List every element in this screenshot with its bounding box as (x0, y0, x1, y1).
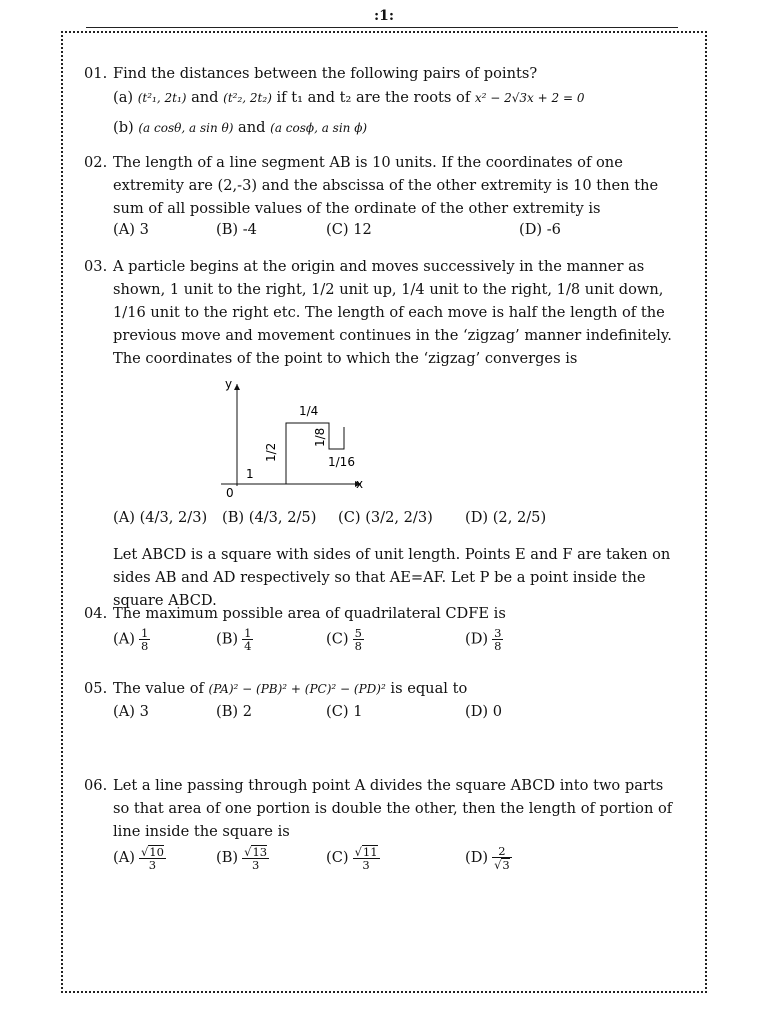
q05-options (113, 703, 673, 733)
option-b[interactable] (216, 627, 253, 652)
numerator: √11 (354, 845, 378, 859)
radicand: 3 (502, 858, 510, 872)
denominator: 8 (140, 639, 149, 653)
page-number: :1: (373, 8, 395, 24)
q06-options (113, 845, 673, 883)
denominator: 8 (354, 639, 362, 653)
numerator: 1 (140, 626, 149, 640)
denominator: 8 (494, 639, 502, 653)
point-b2: (a cosϕ, a sin ϕ) (270, 121, 368, 135)
y-label: y (225, 377, 233, 391)
header-rule (86, 27, 678, 28)
part-a-label: (a) (113, 89, 134, 106)
q03-options (113, 509, 673, 539)
option-d[interactable]: (D) (2, 2/5) (465, 509, 547, 526)
zigzag-figure (215, 372, 375, 502)
seg-label-half: 1/2 (264, 442, 278, 462)
seg-label-sixteenth: 1/16 (328, 455, 355, 469)
part-b-label: (b) (113, 119, 134, 136)
question-number: 04. (84, 605, 108, 622)
fraction (492, 845, 512, 871)
option-a[interactable] (113, 845, 166, 871)
option-c[interactable]: (C) 1 (326, 703, 363, 720)
denominator: 3 (362, 858, 370, 872)
passage-text: Let ABCD is a square with sides of unit length. Points E and F are taken on sides AB and AD respectively so that AE=AF. Let P be a point inside the square ABCD. (113, 546, 671, 609)
fraction (242, 627, 253, 652)
question-number: 05. (84, 680, 108, 697)
question-number: 01. (84, 65, 108, 82)
denominator: 3 (251, 858, 260, 872)
q02-options (113, 221, 673, 251)
question-number: 06. (84, 777, 108, 794)
text-post: is equal to (390, 680, 468, 697)
and-text: and (191, 89, 219, 106)
numerator: √13 (244, 845, 268, 859)
condition-text: if t₁ and t₂ are the roots of (276, 89, 471, 106)
option-d[interactable] (465, 627, 503, 652)
denominator: 4 (244, 639, 252, 653)
fraction (139, 845, 166, 871)
and-text: and (238, 119, 266, 136)
x-label: x (356, 477, 364, 491)
point-b1: (a cosθ, a sin θ) (138, 121, 234, 135)
question-number: 03. (84, 258, 108, 275)
part-a (113, 86, 684, 110)
radicand: 11 (362, 845, 378, 859)
origin-label: 0 (226, 486, 234, 500)
question-01 (84, 62, 684, 140)
fraction (353, 627, 364, 652)
question-04 (84, 602, 684, 625)
question-03 (84, 255, 684, 370)
option-label: (A) (113, 630, 135, 648)
option-c[interactable]: (C) 12 (326, 221, 372, 238)
radicand: 13 (252, 845, 268, 859)
denominator: 3 (148, 858, 157, 872)
option-label: (C) (326, 849, 349, 866)
question-text: The length of a line segment AB is 10 units. If the coordinates of one extremity are (2,-3) and the abscissa of the other extremity is 10 then the sum of all possible values of the ordinate of the other extremity is (113, 154, 659, 217)
option-b[interactable]: (B) -4 (216, 221, 257, 238)
question-text: Let a line passing through point A divides the square ABCD into two parts so that area of one portion is double the other, then the length of portion of line inside the square is (113, 777, 673, 840)
option-label: (B) (216, 630, 239, 648)
seg-label-quarter: 1/4 (299, 404, 319, 418)
q04-options (113, 627, 673, 663)
option-d[interactable]: (D) 0 (465, 703, 503, 720)
question-text (113, 677, 684, 701)
numerator: 3 (494, 626, 502, 640)
numerator: 5 (354, 626, 362, 640)
option-b[interactable]: (B) 2 (216, 703, 253, 720)
expression: (PA)² − (PB)² + (PC)² − (PD)² (208, 682, 386, 696)
fraction (492, 627, 503, 652)
option-b[interactable] (216, 845, 269, 871)
question-05 (84, 677, 684, 701)
option-d[interactable]: (D) -6 (519, 221, 561, 238)
option-label: (B) (216, 849, 239, 866)
option-label: (C) (326, 630, 349, 648)
option-b[interactable]: (B) (4/3, 2/5) (222, 509, 317, 526)
option-label: (D) (465, 630, 489, 648)
option-a[interactable]: (A) (4/3, 2/3) (113, 509, 208, 526)
fraction (242, 845, 269, 871)
point-a2: (t²₂, 2t₂) (223, 91, 272, 105)
question-text: The maximum possible area of quadrilateral CDFE is (113, 605, 506, 622)
option-label: (A) (113, 849, 135, 866)
radicand: 10 (149, 845, 164, 859)
question-06 (84, 774, 684, 843)
question-number: 02. (84, 154, 108, 171)
question-02 (84, 151, 684, 220)
option-c[interactable] (326, 845, 380, 871)
text-pre: The value of (113, 680, 204, 697)
option-c[interactable]: (C) (3/2, 2/3) (338, 509, 433, 526)
fraction (139, 627, 150, 652)
option-a[interactable]: (A) 3 (113, 221, 149, 238)
quadratic-equation: x² − 2√3x + 2 = 0 (474, 91, 585, 105)
option-d[interactable] (465, 845, 512, 871)
point-a1: (t²₁, 2t₁) (137, 91, 187, 105)
option-a[interactable] (113, 627, 150, 652)
numerator: √10 (140, 845, 164, 859)
numerator: 2 (492, 845, 512, 858)
option-label: (D) (465, 849, 489, 866)
part-b (113, 116, 684, 140)
option-c[interactable] (326, 627, 364, 652)
seg-label-eighth: 1/8 (313, 427, 327, 447)
question-text: A particle begins at the origin and moves successively in the manner as shown, 1 unit to the right, 1/2 unit up, 1/4 unit to the right, 1/8 unit down, 1/16 unit to the right etc. The length of each move is half the length of the previous move and movement continues in the ‘zigzag’ manner indefinitely. The coordinates of the point to which the ‘zigzag’ converges is (113, 258, 672, 367)
numerator: 1 (244, 626, 252, 640)
fraction (353, 845, 380, 871)
denominator: √3 (494, 858, 510, 872)
question-text: Find the distances between the following pairs of points? (113, 65, 538, 82)
seg-label-1: 1 (246, 467, 254, 481)
option-a[interactable]: (A) 3 (113, 703, 149, 720)
